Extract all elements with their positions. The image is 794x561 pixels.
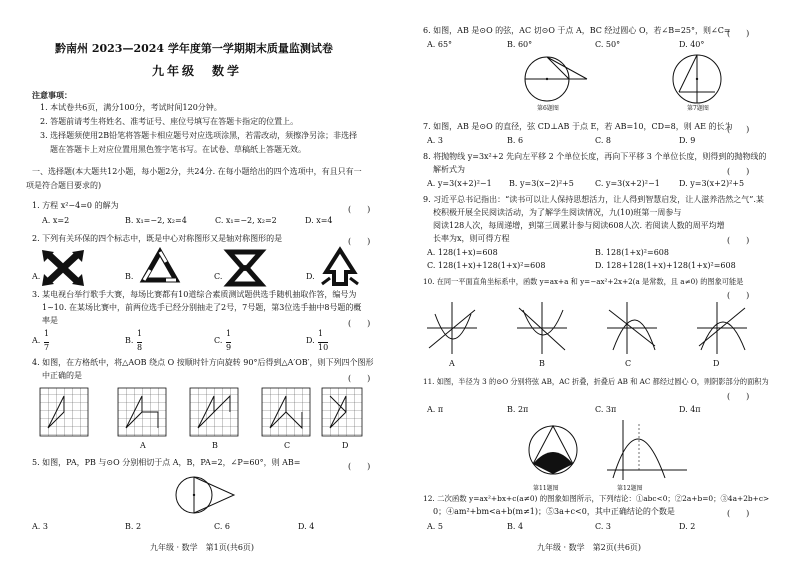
- q3-d-den: 10: [318, 343, 329, 352]
- right-page: [397, 0, 794, 561]
- exam-title: 黔南州 2023—2024 学年度第一学期期末质量监测试卷: [55, 42, 333, 55]
- q5-opt-b: B. 2: [125, 522, 142, 531]
- note-3: 3. 选择题须使用2B铅笔将答题卡相应题号对应选项涂黑，若需改动，须擦净另涂；非选择: [40, 131, 358, 140]
- q6-q7-figures: [517, 52, 737, 110]
- q5-tangent-figure: [172, 470, 242, 520]
- q3-a-num: 1: [44, 329, 50, 338]
- q7-opt-d: D. 9: [679, 136, 696, 145]
- q4-figure-c: [262, 388, 310, 436]
- q7-opt-c: C. 8: [595, 136, 612, 145]
- q10-opt-a: A: [449, 359, 455, 368]
- notes-heading: 注意事项：: [32, 90, 72, 100]
- note-4: 题在答题卡上对应位置用黑色签字笔书写。在试卷、草稿纸上答题无效。: [50, 145, 306, 154]
- q6-opt-d: D. 40°: [679, 40, 705, 49]
- q1-paren: ( ): [348, 205, 371, 214]
- q9-stem4: 长率为x，则可得方程: [433, 234, 510, 243]
- q3-opt-a: A.: [32, 336, 41, 345]
- fig7-caption: 第7题图: [687, 105, 709, 112]
- q2-paren: ( ): [348, 237, 371, 246]
- q12-stem: 12. 二次函数 y=ax²+bx+c(a≠0) 的图象如图所示，下列结论：①abc<0；②2a+b=0；③4a+2b+c>: [423, 494, 770, 503]
- fig6-circle: [525, 57, 587, 101]
- q3-opt-b: B.: [125, 336, 134, 345]
- q11-opt-c: C. 3π: [595, 405, 617, 414]
- q4-opt-b: B: [212, 441, 218, 450]
- q11-paren: ( ): [727, 392, 750, 401]
- q9-opt-c: C. 128(1+x)+128(1+x)²=608: [427, 261, 546, 270]
- q9-stem2: 校积极开展全民阅读活动，为了解学生阅读情况，九(10)班第一周参与: [433, 208, 682, 217]
- q4-figure-main: [40, 388, 88, 436]
- q8-paren: ( ): [727, 167, 750, 176]
- q8-opt-c: C. y=3(x+2)²−1: [595, 179, 660, 188]
- symbol-d-icon: [322, 250, 358, 284]
- q1-opt-c: C. x₁=−2, x₂=2: [215, 216, 277, 225]
- q12-opt-b: B. 4: [507, 522, 524, 531]
- q9-stem: 9. 习近平总书记指出：“读书可以让人保持思想活力，让人得到智慧启发，让人滋养浩然之气”.某: [423, 195, 764, 204]
- q5-opt-d: D. 4: [298, 522, 315, 531]
- q3-a-den: 7: [44, 343, 50, 352]
- q4-opt-c: C: [284, 441, 291, 450]
- q4-opt-a: A: [140, 441, 146, 450]
- q5-opt-c: C. 6: [214, 522, 231, 531]
- section1-heading: 一、选择题(本大题共12小题，每小题2分，共24分. 在每小题给出的四个选项中，有且只有一: [32, 167, 362, 176]
- fig6-caption: 第6题图: [537, 105, 559, 112]
- q7-stem: 7. 如图，AB 是⊙O 的直径，弦 CD⊥AB 于点 E，若 AB=10，CD=8，则 AE 的长为: [423, 122, 733, 131]
- q9-stem3: 阅读128人次，每周递增，到第三周累计参与阅读608人次. 若阅读人数的周平均增: [433, 221, 725, 230]
- fig12-caption: 第12题图: [617, 485, 643, 492]
- q2-opt-b: B.: [125, 272, 134, 281]
- q4-figure-b: [190, 388, 238, 436]
- q4-stem2: 中正确的是: [42, 371, 82, 380]
- q12-opt-a: A. 5: [427, 522, 443, 531]
- q11-stem: 11. 如图，半径为 3 的⊙O 分别将弦 AB，AC 折叠，折叠后 AB 和 AC 都经过圆心 O，则阴影部分的面积为: [423, 377, 769, 386]
- q8-opt-d: D. y=3(x+2)²+5: [679, 179, 745, 188]
- q9-opt-b: B. 128(1+x)²=608: [595, 248, 669, 257]
- q10-graph-d: [697, 302, 747, 354]
- q10-opt-d: D: [713, 359, 720, 368]
- note-2: 2. 答题前请考生将姓名、准考证号、座位号填写在答题卡指定的位置上。: [40, 117, 299, 126]
- fig7-circle: [673, 55, 721, 103]
- q8-stem: 8. 将抛物线 y=3x²+2 先向左平移 2 个单位长度，再向下平移 3 个单位长度，则得到的抛物线的: [423, 152, 767, 161]
- q1-opt-a: A. x=2: [42, 216, 70, 225]
- q7-opt-b: B. 6: [507, 136, 524, 145]
- q3-d-num: 1: [318, 329, 324, 338]
- fig11-circle: [529, 426, 577, 474]
- footer-right: 九年级 · 数学 第2页(共6页): [537, 543, 642, 552]
- q3-stem: 3. 某电视台举行歌手大赛，每场比赛都有10道综合素质测试题供选手随机抽取作答，编号为: [32, 290, 357, 299]
- q11-q12-figures: [527, 420, 697, 482]
- q7-paren: ( ): [727, 125, 750, 134]
- q4-opt-d: D: [342, 441, 349, 450]
- q2-recycle-symbols: [40, 248, 380, 288]
- q6-opt-a: A. 65°: [427, 40, 453, 49]
- q8-opt-a: A. y=3(x+2)²−1: [427, 179, 492, 188]
- grade-subject: 九年级 数学: [152, 64, 243, 78]
- q2-stem: 2. 下列有关环保的四个标志中，既是中心对称图形又是轴对称图形的是: [32, 234, 283, 243]
- q10-stem: 10. 在同一平面直角坐标系中，函数 y=ax+a 和 y=−ax²+2x+2(a 是常数，且 a≠0) 的图象可能是: [423, 277, 744, 286]
- q3-c-den: 9: [226, 343, 232, 352]
- q9-opt-a: A. 128(1+x)=608: [427, 248, 498, 257]
- q5-stem: 5. 如图，PA，PB 与⊙O 分别相切于点 A，B，PA=2，∠P=60°，则 AB=: [32, 458, 301, 467]
- symbol-a-icon: [42, 250, 84, 286]
- q6-stem: 6. 如图，AB 是⊙O 的弦，AC 切⊙O 于点 A，BC 经过圆心 O，若∠B=25°，则∠C=: [423, 26, 731, 35]
- q7-opt-a: A. 3: [427, 136, 443, 145]
- q6-opt-b: B. 60°: [507, 40, 533, 49]
- q2-opt-a: A.: [32, 272, 41, 281]
- q11-opt-d: D. 4π: [679, 405, 701, 414]
- q10-graph-a: [427, 302, 477, 354]
- q6-opt-c: C. 50°: [595, 40, 621, 49]
- q12-paren: ( ): [727, 509, 750, 518]
- q12-opt-c: C. 3: [595, 522, 612, 531]
- q11-opt-b: B. 2π: [507, 405, 529, 414]
- q3-opt-d: D.: [306, 336, 315, 345]
- q3-stem3: 率是: [42, 316, 58, 325]
- q3-b-den: 8: [137, 343, 143, 352]
- q10-paren: ( ): [727, 291, 750, 300]
- q4-paren: ( ): [348, 374, 371, 383]
- q8-stem2: 解析式为: [433, 165, 465, 174]
- q10-graph-c: [607, 302, 657, 354]
- q4-figure-a: [118, 388, 166, 436]
- q3-paren: ( ): [348, 319, 371, 328]
- note-1: 1. 本试卷共6页，满分100分，考试时间120分钟。: [40, 103, 222, 112]
- q3-c-num: 1: [226, 329, 232, 338]
- q11-opt-a: A. π: [427, 405, 444, 414]
- q8-opt-b: B. y=3(x−2)²+5: [509, 179, 574, 188]
- q10-opt-b: B: [539, 359, 545, 368]
- q10-graph-b: [517, 302, 567, 354]
- q9-paren: ( ): [727, 236, 750, 245]
- q4-figure-d: [322, 388, 362, 436]
- symbol-b-icon: [144, 252, 176, 280]
- q1-opt-d: D. x=4: [305, 216, 333, 225]
- q1-opt-b: B. x₁=−2, x₂=4: [125, 216, 187, 225]
- section1-heading2: 项是符合题目要求的): [26, 181, 102, 190]
- fig12-parabola: [607, 420, 687, 480]
- q2-opt-d: D.: [306, 272, 315, 281]
- q9-opt-d: D. 128+128(1+x)+128(1+x)²=608: [595, 261, 736, 270]
- q6-paren: ( ): [727, 29, 750, 38]
- q3-stem2: 1~10. 在某场比赛中，前两位选手已经分别抽走了2号，7号题，第3位选手抽中8号题的概: [42, 303, 362, 312]
- q12-stem2: 0；④am²+bm<a+b(m≠1)；⑤3a+c<0，其中正确结论的个数是: [433, 507, 675, 516]
- q5-paren: ( ): [348, 462, 371, 471]
- q10-graphs: [427, 300, 767, 356]
- q4-stem: 4. 如图，在方格纸中，将△AOB 绕点 O 按顺时针方向旋转 90°后得到△A′OB′，则下列四个图形: [32, 358, 374, 367]
- q3-opt-c: C.: [214, 336, 223, 345]
- q1-stem: 1. 方程 x²−4=0 的解为: [32, 201, 119, 210]
- q5-opt-a: A. 3: [32, 522, 48, 531]
- q3-b-num: 1: [137, 329, 143, 338]
- q2-opt-c: C.: [214, 272, 223, 281]
- footer-left: 九年级 · 数学 第1页(共6页): [150, 543, 255, 552]
- q12-opt-d: D. 2: [679, 522, 696, 531]
- symbol-c-icon: [229, 252, 261, 284]
- q10-opt-c: C: [625, 359, 632, 368]
- q4-grid-figures: [40, 386, 360, 438]
- fig11-caption: 第11题图: [533, 485, 559, 492]
